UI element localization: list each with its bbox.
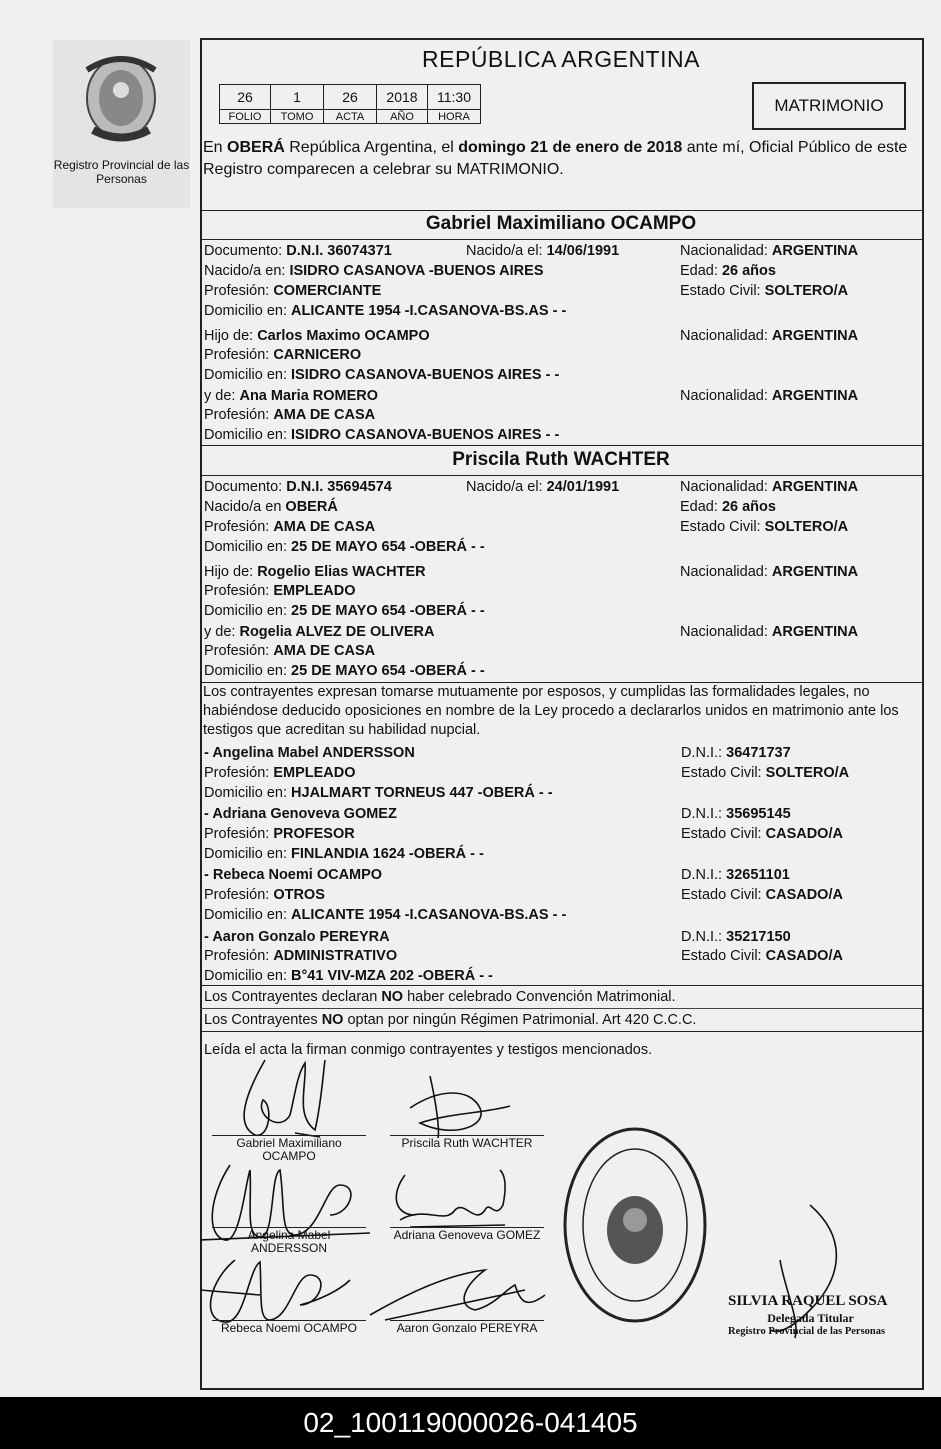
field-label: Estado Civil:	[680, 519, 761, 535]
field-value: - Angelina Mabel ANDERSSON	[204, 745, 415, 761]
official-office: Registro Provincial de las Personas	[728, 1326, 886, 1337]
spouse1-mother	[204, 387, 378, 405]
witness-3-dni	[681, 866, 790, 884]
signature-aaron	[365, 1265, 555, 1325]
field-value: CARNICERO	[273, 347, 362, 363]
field-value: ISIDRO CASANOVA -BUENOS AIRES	[289, 263, 544, 279]
statement-no: NO	[321, 1012, 344, 1028]
spouse1-profession	[204, 282, 381, 300]
witness-3-name	[204, 866, 382, 884]
spouse2-birthplace	[204, 498, 338, 516]
signature-name-angelina	[212, 1229, 366, 1255]
field-label: Profesión:	[204, 283, 270, 299]
intro-text: República Argentina, el	[284, 139, 459, 156]
field-label: Domicilio en:	[204, 539, 287, 555]
spouse2-documento	[204, 478, 392, 496]
field-value: ARGENTINA	[771, 479, 859, 495]
field-label: Profesión:	[204, 347, 270, 363]
field-value: ADMINISTRATIVO	[273, 948, 398, 964]
field-value: 25 DE MAYO 654 -OBERÁ - -	[291, 663, 485, 679]
official-title: Delegada Titular	[767, 1311, 854, 1325]
field-value: 25 DE MAYO 654 -OBERÁ - -	[291, 603, 485, 619]
closing-statement: Leída el acta la firman conmigo contrayentes y testigos mencionados.	[204, 1042, 653, 1058]
field-value: 35695145	[726, 806, 791, 822]
witness-2-civil-status	[681, 825, 843, 843]
statement-text: Los Contrayentes	[204, 1012, 322, 1028]
field-label: Domicilio en:	[204, 427, 287, 443]
intro-date: domingo 21 de enero de 2018	[458, 139, 683, 156]
spouse1-mother-nationality	[680, 387, 858, 405]
field-value: SOLTERO/A	[764, 283, 849, 299]
registry-stamp-icon	[555, 1120, 715, 1330]
acta-label: ACTA	[324, 110, 377, 124]
statement-text: Los Contrayentes declaran	[204, 989, 382, 1005]
spouse1-father-profession	[204, 346, 361, 364]
divider	[200, 1008, 922, 1009]
field-label: Domicilio en:	[204, 907, 287, 923]
field-value: AMA DE CASA	[273, 407, 376, 423]
field-value: ISIDRO CASANOVA-BUENOS AIRES - -	[291, 367, 560, 383]
intro-paragraph	[203, 137, 921, 181]
field-label: Domicilio en:	[204, 785, 287, 801]
field-value: ARGENTINA	[771, 388, 859, 404]
witness-1-dni	[681, 744, 791, 762]
signature-name-gabriel	[212, 1137, 366, 1163]
field-label: Nacionalidad:	[680, 243, 768, 259]
hora-value: 11:30	[428, 85, 481, 110]
witness-2-dni	[681, 805, 791, 823]
field-value: CASADO/A	[765, 948, 843, 964]
field-value: - Adriana Genoveva GOMEZ	[204, 806, 397, 822]
spouse2-father-profession	[204, 582, 356, 600]
divider	[200, 985, 922, 986]
signature-rebeca	[200, 1250, 360, 1330]
spouse1-birthdate	[466, 242, 619, 260]
field-value: Rogelia ALVEZ DE OLIVERA	[239, 624, 435, 640]
field-value: CASADO/A	[765, 887, 843, 903]
field-value: B°41 VIV-MZA 202 -OBERÁ - -	[291, 968, 493, 984]
country-title: REPÚBLICA ARGENTINA	[422, 46, 700, 72]
witness-4-civil-status	[681, 947, 843, 965]
field-label: Hijo de:	[204, 564, 254, 580]
field-value: EMPLEADO	[273, 583, 356, 599]
signature-name-line: Gabriel Maximiliano	[236, 1136, 342, 1150]
coat-of-arms-icon	[53, 40, 190, 160]
field-value: SOLTERO/A	[764, 519, 849, 535]
field-label: Estado Civil:	[681, 887, 762, 903]
field-value: OBERÁ	[285, 499, 338, 515]
anio-label: AÑO	[377, 110, 428, 124]
signature-priscila	[400, 1068, 520, 1143]
witness-1-name	[204, 744, 415, 762]
spouse1-name: Gabriel Maximiliano OCAMPO	[425, 213, 697, 234]
field-label: y de:	[204, 624, 236, 640]
witness-1-civil-status	[681, 764, 849, 782]
witness-3-profession	[204, 886, 325, 904]
regime-statement	[204, 1011, 696, 1029]
spouse1-father	[204, 327, 430, 345]
anio-value: 2018	[377, 85, 428, 110]
divider	[200, 210, 922, 211]
field-label: Nacionalidad:	[680, 388, 768, 404]
field-value: AMA DE CASA	[273, 519, 376, 535]
official-name: SILVIA RAQUEL SOSA	[728, 1293, 888, 1309]
field-label: Profesión:	[204, 407, 270, 423]
field-label: Domicilio en:	[204, 846, 287, 862]
divider	[200, 239, 922, 240]
field-value: ISIDRO CASANOVA-BUENOS AIRES - -	[291, 427, 560, 443]
witness-3-civil-status	[681, 886, 843, 904]
spouse2-father	[204, 563, 426, 581]
field-label: D.N.I.:	[681, 806, 723, 822]
field-value: Carlos Maximo OCAMPO	[257, 328, 430, 344]
spouse1-mother-address	[204, 426, 559, 444]
field-label: Nacido/a el:	[466, 243, 543, 259]
divider	[200, 445, 922, 446]
field-label: Profesión:	[204, 887, 270, 903]
field-label: Profesión:	[204, 583, 270, 599]
field-label: Profesión:	[204, 948, 270, 964]
field-value: 24/01/1991	[546, 479, 620, 495]
field-label: Documento:	[204, 479, 283, 495]
field-label: Edad:	[680, 263, 718, 279]
signature-name-line: Angelina Mabel	[247, 1228, 331, 1242]
field-value: HJALMART TORNEUS 447 -OBERÁ - -	[291, 785, 553, 801]
field-value: ARGENTINA	[771, 564, 859, 580]
spouse2-address	[204, 538, 485, 556]
signature-name-adriana: Adriana Genoveva GOMEZ	[393, 1228, 541, 1242]
field-value: ARGENTINA	[771, 243, 859, 259]
spouse2-nationality	[680, 478, 858, 496]
field-value: FINLANDIA 1624 -OBERÁ - -	[291, 846, 484, 862]
convention-statement	[204, 988, 676, 1006]
witness-4-name	[204, 928, 390, 946]
intro-city: OBERÁ	[227, 139, 285, 156]
witness-2-address	[204, 845, 484, 863]
field-label: Edad:	[680, 499, 718, 515]
divider	[200, 1031, 922, 1032]
field-value: SOLTERO/A	[765, 765, 850, 781]
field-label: D.N.I.:	[681, 745, 723, 761]
field-label: Estado Civil:	[681, 948, 762, 964]
witness-4-address	[204, 967, 493, 985]
field-value: 25 DE MAYO 654 -OBERÁ - -	[291, 539, 485, 555]
spouse1-father-address	[204, 366, 559, 384]
signature-gabriel	[225, 1055, 375, 1140]
spouse1-birthplace	[204, 262, 544, 280]
field-value: D.N.I. 35694574	[286, 479, 392, 495]
field-value: 26 años	[721, 263, 776, 279]
field-label: Hijo de:	[204, 328, 254, 344]
witness-2-profession	[204, 825, 355, 843]
field-label: Estado Civil:	[681, 765, 762, 781]
field-label: Domicilio en:	[204, 968, 287, 984]
folio-value: 26	[220, 85, 271, 110]
field-label: D.N.I.:	[681, 929, 723, 945]
spouse2-mother-nationality	[680, 623, 858, 641]
field-value: PROFESOR	[273, 826, 355, 842]
declaration-paragraph: Los contrayentes expresan tomarse mutuamente por esposos, y cumplidas las formalidades legales, no habiéndose deducido oposiciones en nombre de la Ley procedo a declararlos unidos en matrimonio ante los testigos que acreditan su habilidad nupcial.	[203, 684, 899, 738]
spouse1-address	[204, 302, 566, 320]
act-type-box: MATRIMONIO	[752, 82, 906, 130]
intro-text: En	[203, 139, 228, 156]
field-value: 26 años	[721, 499, 776, 515]
field-label: Profesión:	[204, 643, 270, 659]
spouse1-father-nationality	[680, 327, 858, 345]
witness-3-address	[204, 906, 566, 924]
spouse2-mother	[204, 623, 434, 641]
field-label: Domicilio en:	[204, 663, 287, 679]
spouse2-birthdate	[466, 478, 619, 496]
spouse2-father-nationality	[680, 563, 858, 581]
spouse1-nationality	[680, 242, 858, 260]
signature-name-line: ANDERSSON	[250, 1241, 327, 1255]
field-value: AMA DE CASA	[273, 643, 376, 659]
field-value: - Aaron Gonzalo PEREYRA	[204, 929, 390, 945]
field-value: ALICANTE 1954 -I.CASANOVA-BS.AS - -	[291, 907, 567, 923]
witness-2-name	[204, 805, 397, 823]
spouse2-mother-profession	[204, 642, 375, 660]
field-label: Profesión:	[204, 826, 270, 842]
field-value: Rogelio Elias WACHTER	[257, 564, 426, 580]
field-label: Nacionalidad:	[680, 479, 768, 495]
witness-1-address	[204, 784, 553, 802]
field-value: CASADO/A	[765, 826, 843, 842]
spouse2-civil-status	[680, 518, 848, 536]
spouse2-profession	[204, 518, 375, 536]
document-code: 02_100119000026-041405	[0, 1397, 941, 1449]
signature-name-aaron: Aaron Gonzalo PEREYRA	[396, 1321, 538, 1335]
field-label: Nacido/a en:	[204, 263, 286, 279]
field-value: 32651101	[726, 867, 790, 883]
spouse1-civil-status	[680, 282, 848, 300]
field-label: Domicilio en:	[204, 303, 287, 319]
field-label: D.N.I.:	[681, 867, 723, 883]
spouse2-name: Priscila Ruth WACHTER	[452, 449, 670, 470]
spouse1-mother-profession	[204, 406, 375, 424]
spouse2-age	[680, 498, 776, 516]
field-label: Nacionalidad:	[680, 328, 768, 344]
tomo-value: 1	[271, 85, 324, 110]
tomo-label: TOMO	[271, 110, 324, 124]
acta-value: 26	[324, 85, 377, 110]
spouse2-father-address	[204, 602, 485, 620]
field-value: 36471737	[726, 745, 791, 761]
field-value: D.N.I. 36074371	[286, 243, 392, 259]
field-label: Nacionalidad:	[680, 564, 768, 580]
intro-text: ante mí, Oficial Público de este Registro comparecen a celebrar su MATRIMONIO.	[203, 139, 908, 178]
field-value: ALICANTE 1954 -I.CASANOVA-BS.AS - -	[291, 303, 567, 319]
field-value: 35217150	[726, 929, 791, 945]
field-label: Documento:	[204, 243, 283, 259]
field-label: Profesión:	[204, 519, 270, 535]
field-label: Estado Civil:	[681, 826, 762, 842]
spouse2-mother-address	[204, 662, 485, 680]
statement-no: NO	[381, 989, 404, 1005]
field-label: Profesión:	[204, 765, 270, 781]
spouse1-age	[680, 262, 776, 280]
statement-text: haber celebrado Convención Matrimonial.	[403, 989, 676, 1005]
field-label: Estado Civil:	[680, 283, 761, 299]
field-label: Nacionalidad:	[680, 624, 768, 640]
witness-1-profession	[204, 764, 356, 782]
field-value: ARGENTINA	[771, 328, 859, 344]
statement-text: optan por ningún Régimen Patrimonial. Art 420 C.C.C.	[343, 1012, 697, 1028]
signature-name-rebeca: Rebeca Noemi OCAMPO	[220, 1321, 358, 1335]
act-fields-grid	[219, 84, 481, 124]
field-label: Nacido/a el:	[466, 479, 543, 495]
field-value: ARGENTINA	[771, 624, 859, 640]
field-label: Nacido/a en	[204, 499, 282, 515]
hora-label: HORA	[428, 110, 481, 124]
field-value: OTROS	[273, 887, 325, 903]
divider	[200, 475, 922, 476]
field-value: - Rebeca Noemi OCAMPO	[204, 867, 383, 883]
field-value: 14/06/1991	[546, 243, 620, 259]
field-label: Domicilio en:	[204, 603, 287, 619]
field-value: COMERCIANTE	[273, 283, 382, 299]
witness-4-profession	[204, 947, 397, 965]
spouse1-documento	[204, 242, 392, 260]
field-label: y de:	[204, 388, 236, 404]
field-label: Domicilio en:	[204, 367, 287, 383]
field-value: EMPLEADO	[273, 765, 356, 781]
signature-name-priscila: Priscila Ruth WACHTER	[401, 1136, 533, 1150]
witness-4-dni	[681, 928, 791, 946]
signature-name-line: OCAMPO	[262, 1149, 316, 1163]
registry-caption: Registro Provincial de las Personas	[53, 158, 190, 186]
folio-label: FOLIO	[220, 110, 271, 124]
field-value: Ana Maria ROMERO	[239, 388, 379, 404]
